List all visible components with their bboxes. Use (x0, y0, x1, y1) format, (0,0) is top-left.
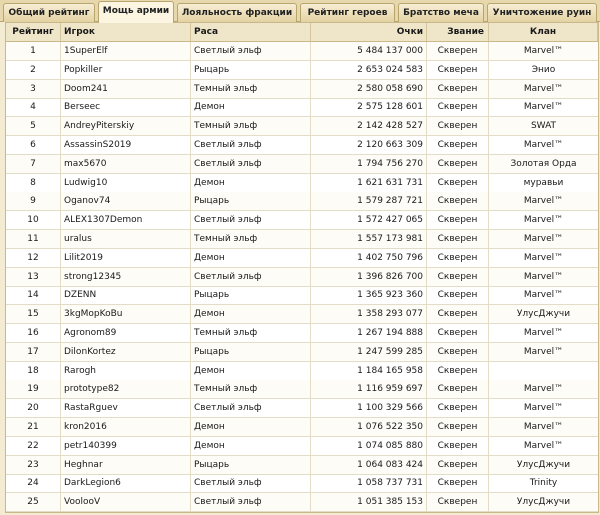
tab-overall-rating[interactable]: Общий рейтинг (3, 3, 95, 22)
score-cell: 1 358 293 077 (311, 305, 427, 323)
title-cell: Скверен (427, 268, 489, 286)
rank-cell: 5 (6, 117, 61, 135)
clan-link[interactable]: Marvel™ (523, 290, 564, 301)
score-cell: 1 064 083 424 (311, 456, 427, 474)
rank-cell: 7 (6, 155, 61, 173)
clan-link[interactable]: Trinity (529, 478, 558, 489)
rank-cell: 21 (6, 418, 61, 436)
table-row (6, 249, 598, 268)
score-cell: 1 396 826 700 (311, 268, 427, 286)
race-cell: Демон (191, 174, 311, 192)
race-cell: Рыцарь (191, 456, 311, 474)
player-link[interactable]: 3kgMopKoBu (61, 305, 191, 323)
score-cell: 1 267 194 888 (311, 324, 427, 342)
title-cell: Скверен (427, 98, 489, 116)
title-cell: Скверен (427, 192, 489, 210)
race-cell: Демон (191, 437, 311, 455)
score-cell: 2 120 663 309 (311, 136, 427, 154)
title-cell: Скверен (427, 155, 489, 173)
title-cell: Скверен (427, 437, 489, 455)
rank-cell: 3 (6, 80, 61, 98)
score-cell: 1 074 085 880 (311, 437, 427, 455)
clan-link[interactable]: Marvel™ (523, 384, 564, 395)
race-cell: Светлый эльф (191, 136, 311, 154)
race-cell: Темный эльф (191, 117, 311, 135)
column-header-rank[interactable]: Рейтинг (6, 23, 61, 41)
player-link[interactable]: Ludwig10 (61, 174, 191, 192)
race-cell: Демон (191, 249, 311, 267)
table-row (6, 61, 598, 80)
clan-link[interactable]: Marvel™ (523, 46, 564, 56)
clan-link[interactable]: Marvel™ (523, 140, 564, 150)
player-link[interactable]: kron2016 (61, 418, 191, 436)
table-row (6, 399, 598, 418)
clan-link[interactable]: Marvel™ (523, 83, 564, 94)
rank-cell: 10 (6, 211, 61, 229)
title-cell: Скверен (427, 249, 489, 267)
table-row (6, 192, 598, 211)
player-link[interactable]: Agronom89 (61, 324, 191, 342)
score-cell: 1 557 173 981 (311, 230, 427, 248)
title-cell: Скверен (427, 305, 489, 323)
score-cell: 1 621 631 731 (311, 174, 427, 192)
player-link[interactable]: Rarogh (61, 362, 191, 380)
player-link[interactable]: VoolooV (61, 493, 191, 511)
score-cell: 1 402 750 796 (311, 249, 427, 267)
clan-link[interactable]: Marvel™ (523, 422, 564, 432)
title-cell: Скверен (427, 418, 489, 436)
player-link[interactable]: DilonKortez (61, 343, 191, 361)
clan-link[interactable]: Энио (531, 64, 556, 75)
rank-cell: 13 (6, 268, 61, 286)
title-cell: Скверен (427, 136, 489, 154)
clan-link[interactable]: Marvel™ (523, 215, 564, 226)
score-cell: 2 575 128 601 (311, 98, 427, 116)
column-header-score[interactable]: Очки (311, 23, 427, 41)
clan-link[interactable]: муравьи (523, 177, 564, 188)
race-cell: Темный эльф (191, 80, 311, 98)
race-cell: Темный эльф (191, 380, 311, 398)
rank-cell: 11 (6, 230, 61, 248)
table-row (6, 324, 598, 343)
title-cell: Скверен (427, 42, 489, 60)
tab-faction-loyalty[interactable]: Лояльность фракции (177, 3, 297, 22)
table-row (6, 380, 598, 399)
player-link[interactable]: AndreyPiterskiy (61, 117, 191, 135)
player-link[interactable]: uralus (61, 230, 191, 248)
title-cell: Скверен (427, 117, 489, 135)
player-link[interactable]: petr140399 (61, 437, 191, 455)
race-cell: Светлый эльф (191, 268, 311, 286)
race-cell: Рыцарь (191, 343, 311, 361)
race-cell: Светлый эльф (191, 474, 311, 492)
rank-cell: 25 (6, 493, 61, 511)
table-row (6, 286, 598, 305)
table-row (6, 437, 598, 456)
table-row (6, 305, 598, 324)
player-link[interactable]: max5670 (61, 155, 191, 173)
race-cell: Демон (191, 305, 311, 323)
title-cell: Скверен (427, 474, 489, 492)
race-cell: Рыцарь (191, 286, 311, 304)
title-cell: Скверен (427, 61, 489, 79)
rank-cell: 4 (6, 98, 61, 116)
race-cell: Демон (191, 418, 311, 436)
score-cell: 1 184 165 958 (311, 362, 427, 380)
table-row (6, 98, 598, 117)
table-row (6, 42, 598, 61)
column-header-clan[interactable]: Клан (489, 23, 598, 41)
ranking-table (5, 22, 599, 513)
score-cell: 2 653 024 583 (311, 61, 427, 79)
race-cell: Темный эльф (191, 324, 311, 342)
player-link[interactable]: Heghnar (61, 456, 191, 474)
player-link[interactable]: RastaRguev (61, 399, 191, 417)
score-cell: 5 484 137 000 (311, 42, 427, 60)
race-cell: Светлый эльф (191, 42, 311, 60)
title-cell: Скверен (427, 456, 489, 474)
rank-cell: 15 (6, 305, 61, 323)
score-cell: 2 580 058 690 (311, 80, 427, 98)
title-cell: Скверен (427, 174, 489, 192)
title-cell: Скверен (427, 399, 489, 417)
rank-cell: 8 (6, 174, 61, 192)
player-link[interactable]: 1SuperElf (61, 42, 191, 60)
rank-cell: 1 (6, 42, 61, 60)
tab-hero-rating[interactable]: Рейтинг героев (300, 3, 395, 22)
table-row (6, 230, 598, 249)
score-cell: 1 579 287 721 (311, 192, 427, 210)
player-link[interactable]: Oganov74 (61, 192, 191, 210)
clan-link[interactable]: Золотая Орда (510, 158, 577, 169)
clan-link[interactable]: Marvel™ (523, 346, 564, 357)
table-row (6, 456, 598, 475)
clan-link[interactable]: УлусДжучи (516, 459, 571, 470)
clan-link[interactable]: Marvel™ (523, 102, 564, 113)
player-link[interactable]: DarkLegion6 (61, 474, 191, 492)
rank-cell: 14 (6, 286, 61, 304)
race-cell: Демон (191, 98, 311, 116)
player-link[interactable]: Berseec (61, 98, 191, 116)
rank-cell: 12 (6, 249, 61, 267)
title-cell: Скверен (427, 80, 489, 98)
score-cell: 1 058 737 731 (311, 474, 427, 492)
race-cell: Светлый эльф (191, 399, 311, 417)
clan-link[interactable]: Marvel™ (523, 328, 564, 338)
race-cell: Светлый эльф (191, 211, 311, 229)
player-link[interactable]: AssassinS2019 (61, 136, 191, 154)
player-link[interactable]: Doom241 (61, 80, 191, 98)
player-link[interactable]: prototype82 (61, 380, 191, 398)
table-row (6, 117, 598, 136)
title-cell: Скверен (427, 230, 489, 248)
clan-link[interactable]: УлусДжучи (516, 497, 571, 508)
rank-cell: 20 (6, 399, 61, 417)
tab-brotherhood-of-sword[interactable]: Братство меча (398, 3, 484, 22)
title-cell: Скверен (427, 343, 489, 361)
title-cell: Скверен (427, 380, 489, 398)
title-cell: Скверен (427, 324, 489, 342)
tab-army-power[interactable]: Мощь армии (98, 1, 174, 23)
table-row (6, 343, 598, 362)
clan-link[interactable]: УлусДжучи (516, 309, 571, 320)
score-cell: 1 116 959 697 (311, 380, 427, 398)
rank-cell: 9 (6, 192, 61, 210)
score-cell: 1 572 427 065 (311, 211, 427, 229)
clan-link[interactable]: Marvel™ (523, 252, 564, 263)
column-header-race[interactable]: Раса (191, 23, 311, 41)
score-cell: 1 247 599 285 (311, 343, 427, 361)
table-row (6, 80, 598, 99)
score-cell: 1 365 923 360 (311, 286, 427, 304)
table-row (6, 493, 598, 512)
clan-link[interactable]: Marvel™ (523, 440, 564, 451)
clan-link[interactable]: Marvel™ (523, 403, 564, 414)
player-link[interactable]: Lilit2019 (61, 249, 191, 267)
score-cell: 1 794 756 270 (311, 155, 427, 173)
ranking-tabs (0, 0, 600, 22)
race-cell: Рыцарь (191, 61, 311, 79)
rank-cell: 2 (6, 61, 61, 79)
race-cell: Рыцарь (191, 192, 311, 210)
table-header (6, 23, 598, 42)
rank-cell: 18 (6, 362, 61, 380)
score-cell: 1 100 329 566 (311, 399, 427, 417)
clan-link[interactable]: Marvel™ (523, 234, 564, 244)
table-row (6, 268, 598, 287)
title-cell: Скверен (427, 493, 489, 511)
table-row (6, 174, 598, 193)
table-row (6, 474, 598, 493)
table-row (6, 362, 598, 381)
table-row (6, 211, 598, 230)
score-cell: 1 051 385 153 (311, 493, 427, 511)
race-cell: Темный эльф (191, 230, 311, 248)
rank-cell: 16 (6, 324, 61, 342)
rank-cell: 19 (6, 380, 61, 398)
tab-ruins-destruction[interactable]: Уничтожение руин (487, 3, 597, 22)
rank-cell: 24 (6, 474, 61, 492)
clan-link[interactable]: SWAT (530, 121, 557, 132)
rank-cell: 23 (6, 456, 61, 474)
race-cell: Демон (191, 362, 311, 380)
clan-link[interactable] (489, 362, 598, 380)
clan-link[interactable]: Marvel™ (523, 271, 564, 282)
table-row (6, 136, 598, 155)
title-cell: Скверен (427, 362, 489, 380)
title-cell: Скверен (427, 211, 489, 229)
race-cell: Светлый эльф (191, 155, 311, 173)
rank-cell: 17 (6, 343, 61, 361)
column-header-title[interactable]: Звание (427, 23, 489, 41)
race-cell: Светлый эльф (191, 493, 311, 511)
rank-cell: 6 (6, 136, 61, 154)
score-cell: 1 076 522 350 (311, 418, 427, 436)
clan-link[interactable]: Marvel™ (523, 196, 564, 207)
column-header-player[interactable]: Игрок (61, 23, 191, 41)
title-cell: Скверен (427, 286, 489, 304)
player-link[interactable]: DZENN (61, 286, 191, 304)
player-link[interactable]: Popkiller (61, 61, 191, 79)
player-link[interactable]: strong12345 (61, 268, 191, 286)
table-row (6, 418, 598, 437)
rank-cell: 22 (6, 437, 61, 455)
score-cell: 2 142 428 527 (311, 117, 427, 135)
table-row (6, 155, 598, 174)
player-link[interactable]: ALEX1307Demon (61, 211, 191, 229)
